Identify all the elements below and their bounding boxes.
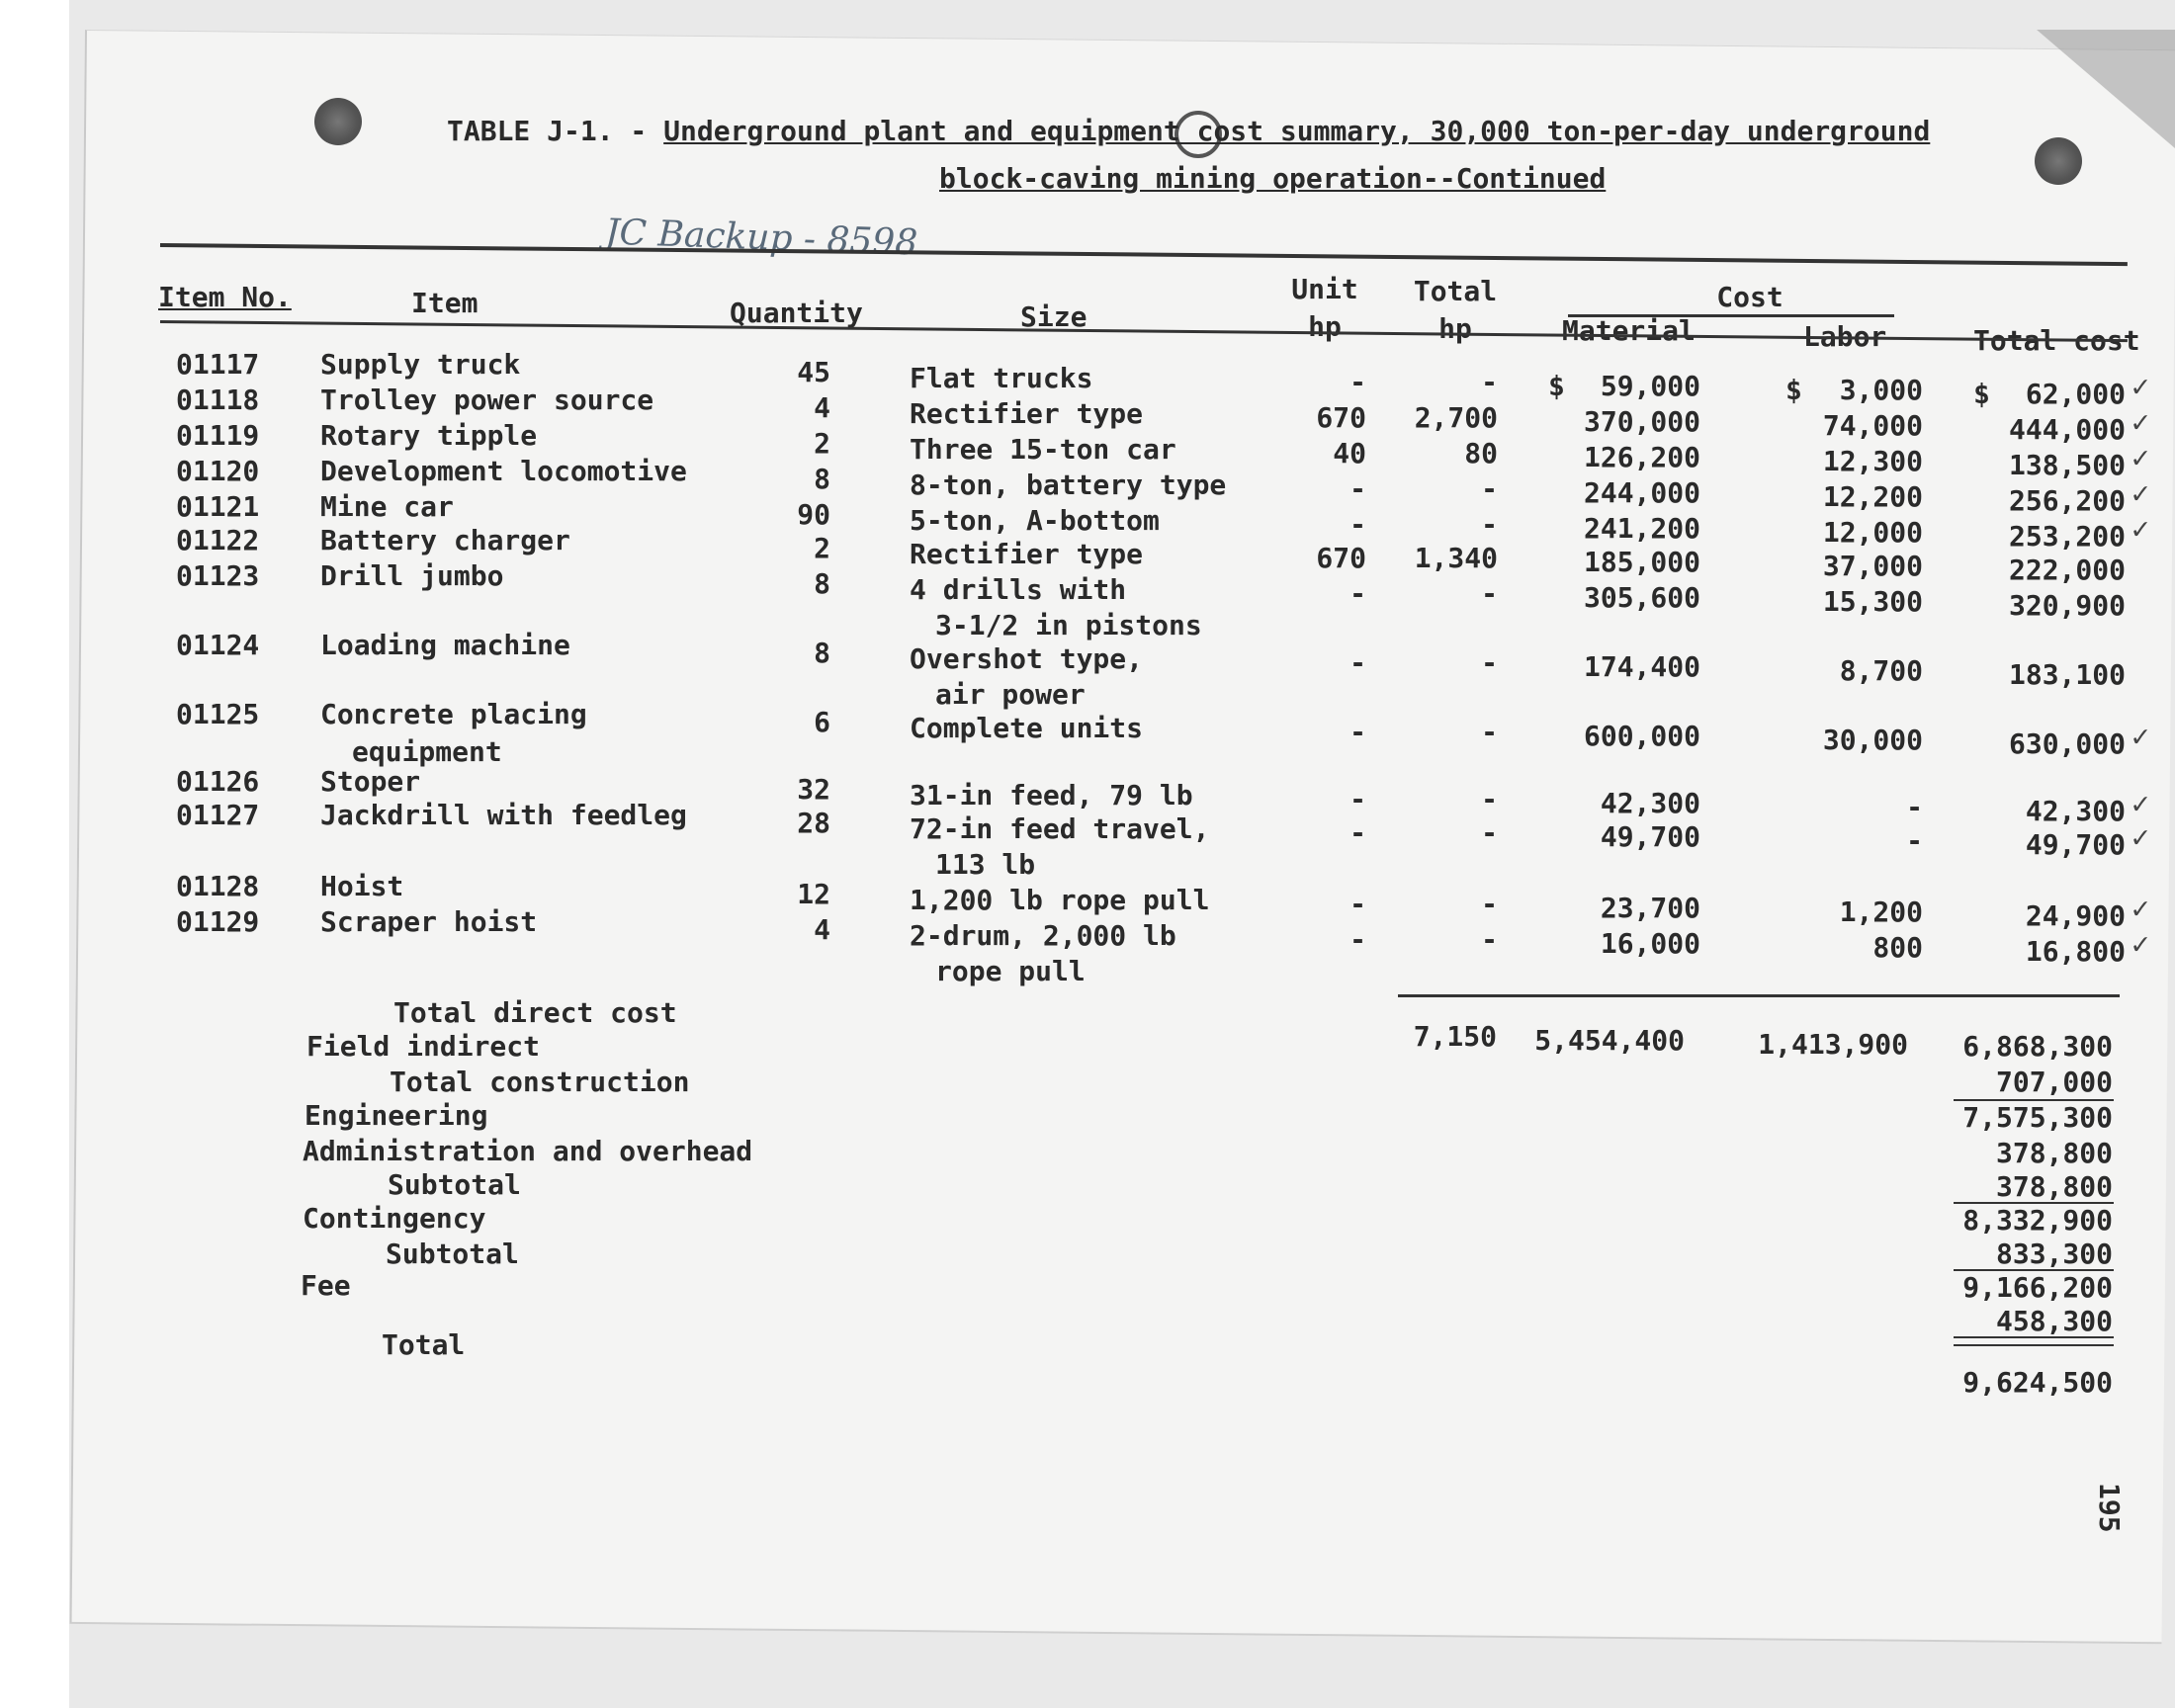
- header-item-no: Item No.: [158, 281, 292, 313]
- quantity-cell: 45: [797, 356, 830, 388]
- summary-value-1: 6,868,300: [1962, 1030, 2113, 1063]
- item-name-cell: Loading machine: [320, 629, 570, 661]
- total-cost-cell: 256,200: [2008, 484, 2126, 517]
- item-name-cell: Supply truck: [320, 348, 521, 381]
- unit-hp-cell: -: [1349, 508, 1366, 541]
- total-cost-cell: 253,200: [2008, 520, 2126, 553]
- quantity-cell: 4: [814, 913, 830, 946]
- material-cost-cell: 42,300: [1600, 787, 1700, 819]
- item-number-cell: 01119: [176, 419, 260, 452]
- size-cell: Three 15-ton car: [910, 433, 1176, 466]
- scan-margin: [0, 0, 69, 1708]
- total-hp-cell: 2,700: [1414, 401, 1498, 434]
- summary-value-5: 378,800: [1995, 1170, 2113, 1203]
- label-contingency: Contingency: [303, 1202, 486, 1235]
- material-cost-cell: 305,600: [1583, 581, 1700, 614]
- size-cell: 1,200 lb rope pull: [910, 884, 1210, 916]
- total-cost-cell: 320,900: [2008, 589, 2126, 622]
- label-field-indirect: Field indirect: [306, 1030, 541, 1063]
- table-title-line2: block-caving mining operation--Continued: [939, 162, 1607, 195]
- summary-rule-4b: [1954, 1344, 2114, 1346]
- header-cost: Cost: [1716, 281, 1784, 313]
- size-cell-continued: 113 lb: [935, 848, 1036, 881]
- check-mark-icon: ✓: [2132, 820, 2150, 855]
- total-cost-cell: 183,100: [2008, 658, 2126, 691]
- size-cell: Flat trucks: [910, 362, 1093, 394]
- total-hp-cell: 1,340: [1414, 542, 1498, 574]
- summary-value-6: 8,332,900: [1962, 1204, 2113, 1237]
- item-number-cell: 01124: [176, 629, 260, 661]
- table-row: [0, 905, 2175, 987]
- check-mark-icon: ✓: [2132, 476, 2150, 511]
- total-hp-cell: -: [1481, 923, 1498, 956]
- total-cost-cell: 16,800: [2025, 935, 2126, 968]
- item-name-cell: Jackdrill with feedleg: [320, 799, 687, 831]
- labor-cost-cell: 74,000: [1822, 409, 1923, 442]
- header-unit-hp-2: hp: [1308, 310, 1342, 343]
- size-cell-continued: 3-1/2 in pistons: [935, 609, 1202, 641]
- size-cell: 8-ton, battery type: [910, 469, 1227, 501]
- size-cell: Rectifier type: [910, 397, 1144, 430]
- check-mark-icon: ✓: [2132, 787, 2150, 821]
- material-cost-cell: 59,000: [1600, 370, 1700, 402]
- material-cost-cell: 241,200: [1583, 512, 1700, 545]
- unit-hp-cell: -: [1349, 888, 1366, 920]
- size-cell: Complete units: [910, 712, 1144, 744]
- total-cost-cell: 138,500: [2008, 449, 2126, 481]
- direct-total-hp: 7,150: [1413, 1020, 1497, 1053]
- size-cell: 31-in feed, 79 lb: [910, 779, 1193, 811]
- labor-cost-cell: -: [1906, 824, 1923, 857]
- summary-rule-4a: [1954, 1336, 2114, 1338]
- item-name-cell: Stoper: [320, 765, 421, 798]
- table-row: [0, 799, 2175, 881]
- item-name-cell: Drill jumbo: [320, 559, 504, 592]
- summary-value-9: 458,300: [1995, 1305, 2113, 1337]
- size-cell-continued: air power: [935, 678, 1086, 711]
- label-total: Total: [382, 1328, 466, 1361]
- size-cell-continued: rope pull: [935, 955, 1086, 987]
- total-cost-cell: 24,900: [2025, 899, 2126, 932]
- total-hp-cell: -: [1481, 577, 1498, 610]
- summary-value-7: 833,300: [1995, 1238, 2113, 1270]
- total-hp-cell: 80: [1464, 437, 1498, 470]
- table-row: [0, 559, 2175, 641]
- header-item: Item: [411, 287, 478, 319]
- quantity-cell: 4: [814, 391, 830, 424]
- table-title: [447, 115, 1930, 147]
- labor-cost-cell: 12,300: [1822, 445, 1923, 477]
- check-mark-icon: ✓: [2132, 512, 2150, 547]
- handwritten-note: JC Backup - 8598: [604, 212, 918, 264]
- table-title-line1: Underground plant and equipment cost summary, 30,000 ton-per-day underground: [663, 115, 1931, 147]
- unit-hp-cell: -: [1349, 716, 1366, 748]
- header-total-cost: Total cost: [1973, 324, 2140, 357]
- labor-cost-cell: -: [1906, 791, 1923, 823]
- label-engineering: Engineering: [304, 1099, 488, 1132]
- quantity-cell: 2: [814, 532, 830, 564]
- unit-hp-cell: -: [1349, 472, 1366, 505]
- size-cell: Rectifier type: [910, 538, 1144, 570]
- summary-value-2: 707,000: [1995, 1066, 2113, 1098]
- size-cell: 72-in feed travel,: [910, 812, 1210, 845]
- dollar-sign: $: [1973, 378, 1990, 410]
- page-number: 195: [2093, 1483, 2126, 1533]
- header-unit-hp-1: Unit: [1291, 273, 1358, 305]
- header-total-hp-2: hp: [1438, 312, 1472, 345]
- unit-hp-cell: 670: [1316, 401, 1366, 434]
- material-cost-cell: 370,000: [1583, 405, 1700, 438]
- item-number-cell: 01123: [176, 559, 260, 592]
- item-number-cell: 01126: [176, 765, 260, 798]
- dollar-sign: $: [1785, 374, 1802, 406]
- material-cost-cell: 126,200: [1583, 441, 1700, 473]
- material-cost-cell: 174,400: [1583, 650, 1700, 683]
- total-hp-cell: -: [1481, 646, 1498, 679]
- total-hp-cell: -: [1481, 366, 1498, 398]
- punch-hole-right: [2035, 137, 2082, 185]
- check-mark-icon: ✓: [2132, 892, 2150, 926]
- header-size: Size: [1020, 300, 1088, 333]
- quantity-cell: 90: [797, 498, 830, 531]
- summary-value-4: 378,800: [1995, 1137, 2113, 1169]
- folded-corner: [2037, 30, 2175, 148]
- item-name-cell: Rotary tipple: [320, 419, 538, 452]
- check-mark-icon: ✓: [2132, 370, 2150, 404]
- quantity-cell: 28: [797, 807, 830, 839]
- unit-hp-cell: -: [1349, 783, 1366, 815]
- dollar-sign: $: [1548, 370, 1565, 402]
- label-total-direct-cost: Total direct cost: [393, 996, 677, 1029]
- total-hp-cell: -: [1481, 716, 1498, 748]
- check-mark-icon: ✓: [2132, 405, 2150, 440]
- labor-cost-cell: 1,200: [1839, 896, 1923, 928]
- size-cell: Overshot type,: [910, 642, 1144, 675]
- label-fee: Fee: [301, 1269, 351, 1302]
- total-cost-cell: 630,000: [2008, 727, 2126, 760]
- item-name-cell: Mine car: [320, 490, 454, 523]
- item-number-cell: 01125: [176, 698, 260, 730]
- unit-hp-cell: -: [1349, 923, 1366, 956]
- quantity-cell: 6: [814, 706, 830, 738]
- table-row: [0, 629, 2175, 711]
- item-number-cell: 01128: [176, 870, 260, 902]
- unit-hp-cell: -: [1349, 366, 1366, 398]
- material-cost-cell: 23,700: [1600, 892, 1700, 924]
- item-name-cell: Trolley power source: [320, 384, 654, 416]
- material-cost-cell: 49,700: [1600, 820, 1700, 853]
- item-number-cell: 01117: [176, 348, 260, 381]
- item-name-cell: Battery charger: [320, 524, 570, 556]
- total-cost-cell: 49,700: [2025, 828, 2126, 861]
- table-subtitle: [939, 162, 1606, 195]
- total-hp-cell: -: [1481, 472, 1498, 505]
- size-cell: 5-ton, A-bottom: [910, 504, 1160, 537]
- header-labor: Labor: [1803, 320, 1887, 353]
- total-hp-cell: -: [1481, 508, 1498, 541]
- item-name-cell: Concrete placing: [320, 698, 587, 730]
- item-name-cell: Hoist: [320, 870, 404, 902]
- material-cost-cell: 185,000: [1583, 546, 1700, 578]
- label-admin-overhead: Administration and overhead: [303, 1135, 753, 1167]
- material-cost-cell: 16,000: [1600, 927, 1700, 960]
- summary-value-10: 9,624,500: [1962, 1366, 2113, 1399]
- label-total-construction: Total construction: [390, 1066, 690, 1098]
- item-number-cell: 01121: [176, 490, 260, 523]
- header-material: Material: [1562, 314, 1696, 347]
- check-mark-icon: ✓: [2132, 927, 2150, 962]
- size-cell: 2-drum, 2,000 lb: [910, 919, 1176, 952]
- quantity-cell: 8: [814, 637, 830, 669]
- total-cost-cell: 222,000: [2008, 554, 2126, 586]
- labor-cost-cell: 12,200: [1822, 480, 1923, 513]
- unit-hp-cell: -: [1349, 816, 1366, 849]
- label-subtotal-1: Subtotal: [388, 1168, 521, 1201]
- punch-hole-left: [314, 98, 362, 145]
- item-name-continued: equipment: [352, 735, 502, 768]
- total-cost-cell: 444,000: [2008, 413, 2126, 446]
- labor-cost-cell: 12,000: [1822, 516, 1923, 549]
- item-number-cell: 01118: [176, 384, 260, 416]
- quantity-cell: 8: [814, 567, 830, 600]
- label-subtotal-2: Subtotal: [386, 1238, 519, 1270]
- total-hp-cell: -: [1481, 783, 1498, 815]
- item-name-cell: Scraper hoist: [320, 905, 538, 938]
- unit-hp-cell: 40: [1333, 437, 1366, 470]
- direct-cost-rule: [1398, 994, 2120, 997]
- header-total-hp-1: Total: [1413, 275, 1498, 307]
- total-cost-cell: 42,300: [2025, 795, 2126, 827]
- quantity-cell: 12: [797, 878, 830, 910]
- check-mark-icon: ✓: [2132, 720, 2150, 754]
- quantity-cell: 2: [814, 427, 830, 460]
- labor-cost-cell: 37,000: [1822, 550, 1923, 582]
- table-row: [0, 698, 2175, 768]
- material-cost-cell: 600,000: [1583, 720, 1700, 752]
- direct-labor: 1,413,900: [1758, 1028, 1908, 1061]
- direct-material: 5,454,400: [1534, 1024, 1685, 1057]
- item-number-cell: 01127: [176, 799, 260, 831]
- unit-hp-cell: 670: [1316, 542, 1366, 574]
- total-cost-cell: 62,000: [2025, 378, 2126, 410]
- unit-hp-cell: -: [1349, 646, 1366, 679]
- total-hp-cell: -: [1481, 816, 1498, 849]
- item-number-cell: 01129: [176, 905, 260, 938]
- unit-hp-cell: -: [1349, 577, 1366, 610]
- labor-cost-cell: 800: [1872, 931, 1923, 964]
- summary-value-8: 9,166,200: [1962, 1271, 2113, 1304]
- size-cell: 4 drills with: [910, 573, 1127, 606]
- header-quantity: Quantity: [730, 297, 863, 329]
- item-number-cell: 01122: [176, 524, 260, 556]
- item-name-cell: Development locomotive: [320, 455, 687, 487]
- check-mark-icon: ✓: [2132, 441, 2150, 475]
- labor-cost-cell: 30,000: [1822, 724, 1923, 756]
- quantity-cell: 8: [814, 463, 830, 495]
- labor-cost-cell: 15,300: [1822, 585, 1923, 618]
- labor-cost-cell: 8,700: [1839, 654, 1923, 687]
- summary-value-3: 7,575,300: [1962, 1101, 2113, 1134]
- item-number-cell: 01120: [176, 455, 260, 487]
- table-title-prefix: TABLE J-1. -: [447, 115, 648, 147]
- total-hp-cell: -: [1481, 888, 1498, 920]
- quantity-cell: 32: [797, 773, 830, 806]
- material-cost-cell: 244,000: [1583, 476, 1700, 509]
- labor-cost-cell: 3,000: [1839, 374, 1923, 406]
